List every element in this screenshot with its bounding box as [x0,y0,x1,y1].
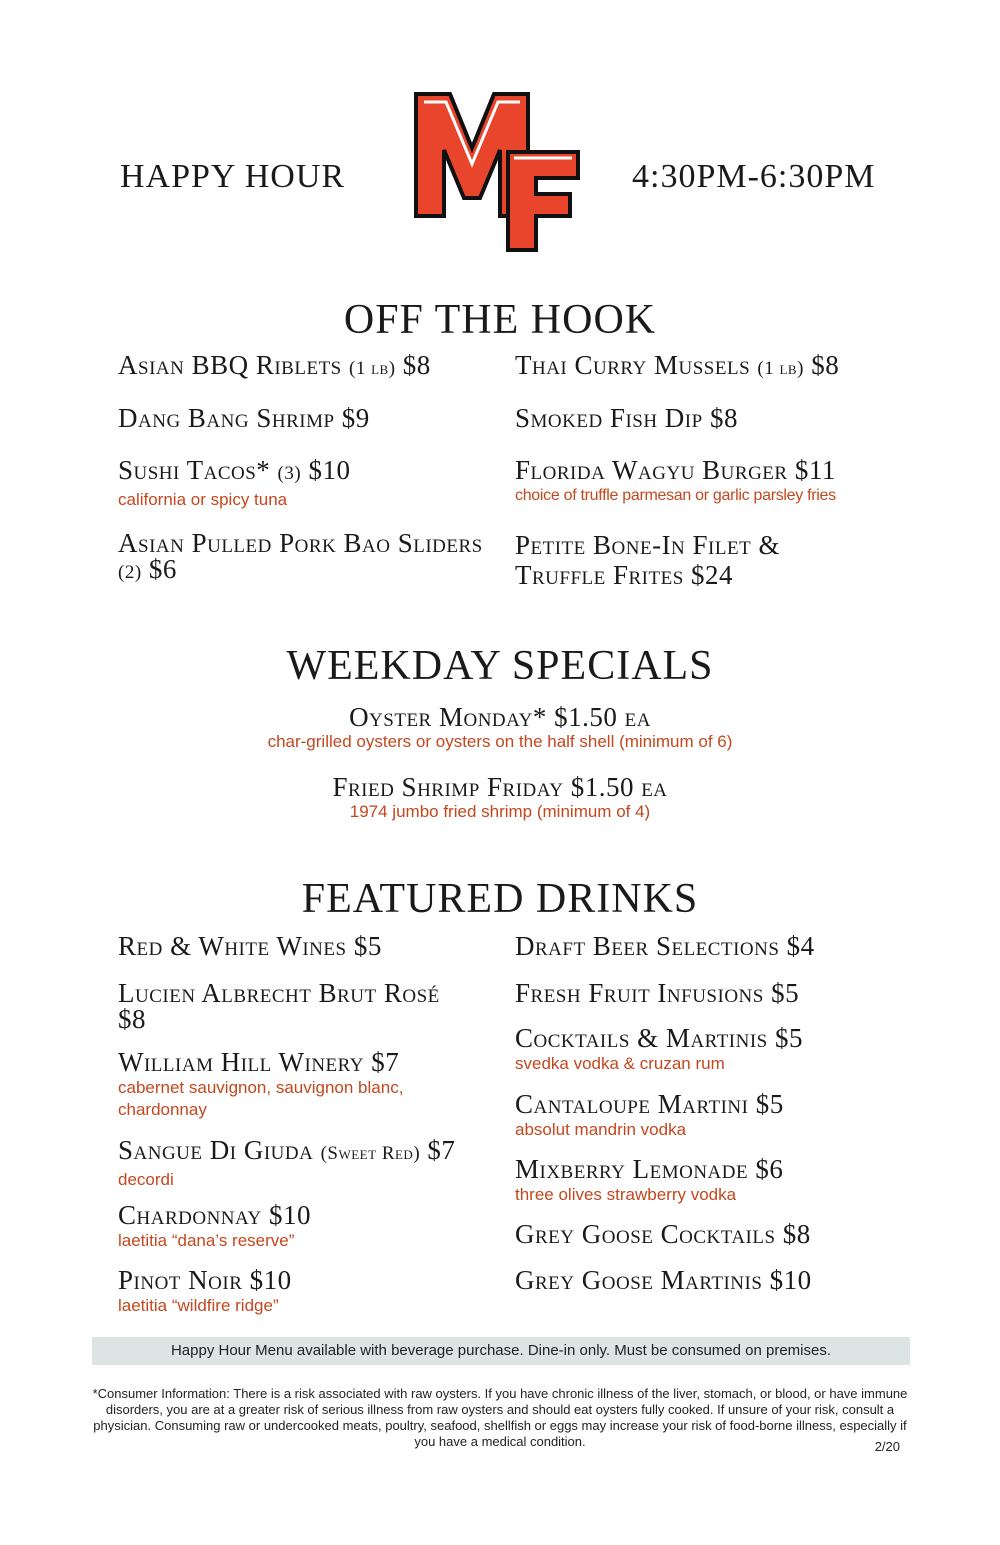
drink-item: Grey Goose Martinis $10 [515,1265,812,1295]
item-description: three olives strawberry vodka [515,1185,737,1204]
menu-item: Thai Curry Mussels (1 lb) $8 [515,350,840,380]
item-description: laetitia “wildfire ridge” [118,1296,279,1315]
menu-item: Sushi Tacos* (3) $10 california or spicy tuna [118,457,498,511]
section-title-weekday-specials: WEEKDAY SPECIALS [286,643,714,689]
special-item: Fried Shrimp Friday $1.50 ea 1974 jumbo fried shrimp (minimum of 4) [0,773,1000,823]
item-description: svedka vodka & cruzan rum [515,1054,725,1073]
drink-item: William Hill Winery $7 cabernet sauvignon, sauvignon blanc, chardonnay [118,1049,498,1121]
item-description: choice of truffle parmesan or garlic parsley fries [515,487,836,504]
item-description: 1974 jumbo fried shrimp (minimum of 4) [349,802,651,821]
section-title-featured-drinks: FEATURED DRINKS [301,876,699,922]
menu-item: Asian BBQ Riblets (1 lb) $8 [118,350,431,380]
drink-item: Cantaloupe Martini $5 absolut mandrin vodka [515,1091,905,1141]
drink-item: Draft Beer Selections $4 [515,931,815,961]
mf-logo [410,86,588,256]
happy-hour-label: HAPPY HOUR [120,158,346,195]
drink-item: Grey Goose Cocktails $8 [515,1219,811,1249]
item-description: decordi [118,1170,174,1189]
section-title-off-the-hook: OFF THE HOOK [343,297,657,343]
drink-item: Mixberry Lemonade $6 three olives strawberry vodka [515,1156,905,1206]
item-description: california or spicy tuna [118,490,288,509]
item-description: cabernet sauvignon, sauvignon blanc, chardonnay [118,1078,404,1119]
menu-version: 2/20 [874,1439,900,1454]
menu-item: Asian Pulled Pork Bao Sliders (2) $6 [118,528,483,584]
item-description: char-grilled oysters or oysters on the half shell (minimum of 6) [267,732,733,751]
happy-hour-note: Happy Hour Menu available with beverage purchase. Dine-in only. Must be consumed on premises. [92,1337,910,1365]
menu-item: Smoked Fish Dip $8 [515,403,738,433]
item-description: laetitia “dana’s reserve” [118,1231,295,1250]
drink-item: Sangue Di Giuda (Sweet Red) $7 decordi [118,1137,498,1191]
special-item: Oyster Monday* $1.50 ea char-grilled oysters or oysters on the half shell (minimum of 6) [0,703,1000,753]
drink-item: Red & White Wines $5 [118,931,382,961]
item-description: absolut mandrin vodka [515,1120,687,1139]
consumer-disclaimer: *Consumer Information: There is a risk associated with raw oysters. If you have chronic illness of the liver, stomach, or blood, or have immune disorders, you are at a greater risk of serious illness from raw oysters and should eat oysters fully cooked. If unsure of your risk, consult a physician. Consuming raw or undercooked meats, poultry, seafood, shellfish or eggs may increase your risk of food-borne illness, especially if you have a medical condition. [92,1386,908,1449]
happy-hour-time: 4:30PM-6:30PM [632,158,876,195]
drink-item: Pinot Noir $10 laetitia “wildfire ridge” [118,1267,498,1317]
menu-item: Petite Bone-In Filet & Truffle Frites $24 [515,530,780,590]
drink-item: Chardonnay $10 laetitia “dana’s reserve” [118,1202,498,1252]
menu-item: Dang Bang Shrimp $9 [118,403,370,433]
menu-item: Florida Wagyu Burger $11 choice of truffle parmesan or garlic parsley fries [515,457,905,507]
drink-item: Fresh Fruit Infusions $5 [515,978,800,1008]
drink-item: Lucien Albrecht Brut Rosé $8 [118,978,440,1034]
drink-item: Cocktails & Martinis $5 svedka vodka & cruzan rum [515,1025,905,1075]
